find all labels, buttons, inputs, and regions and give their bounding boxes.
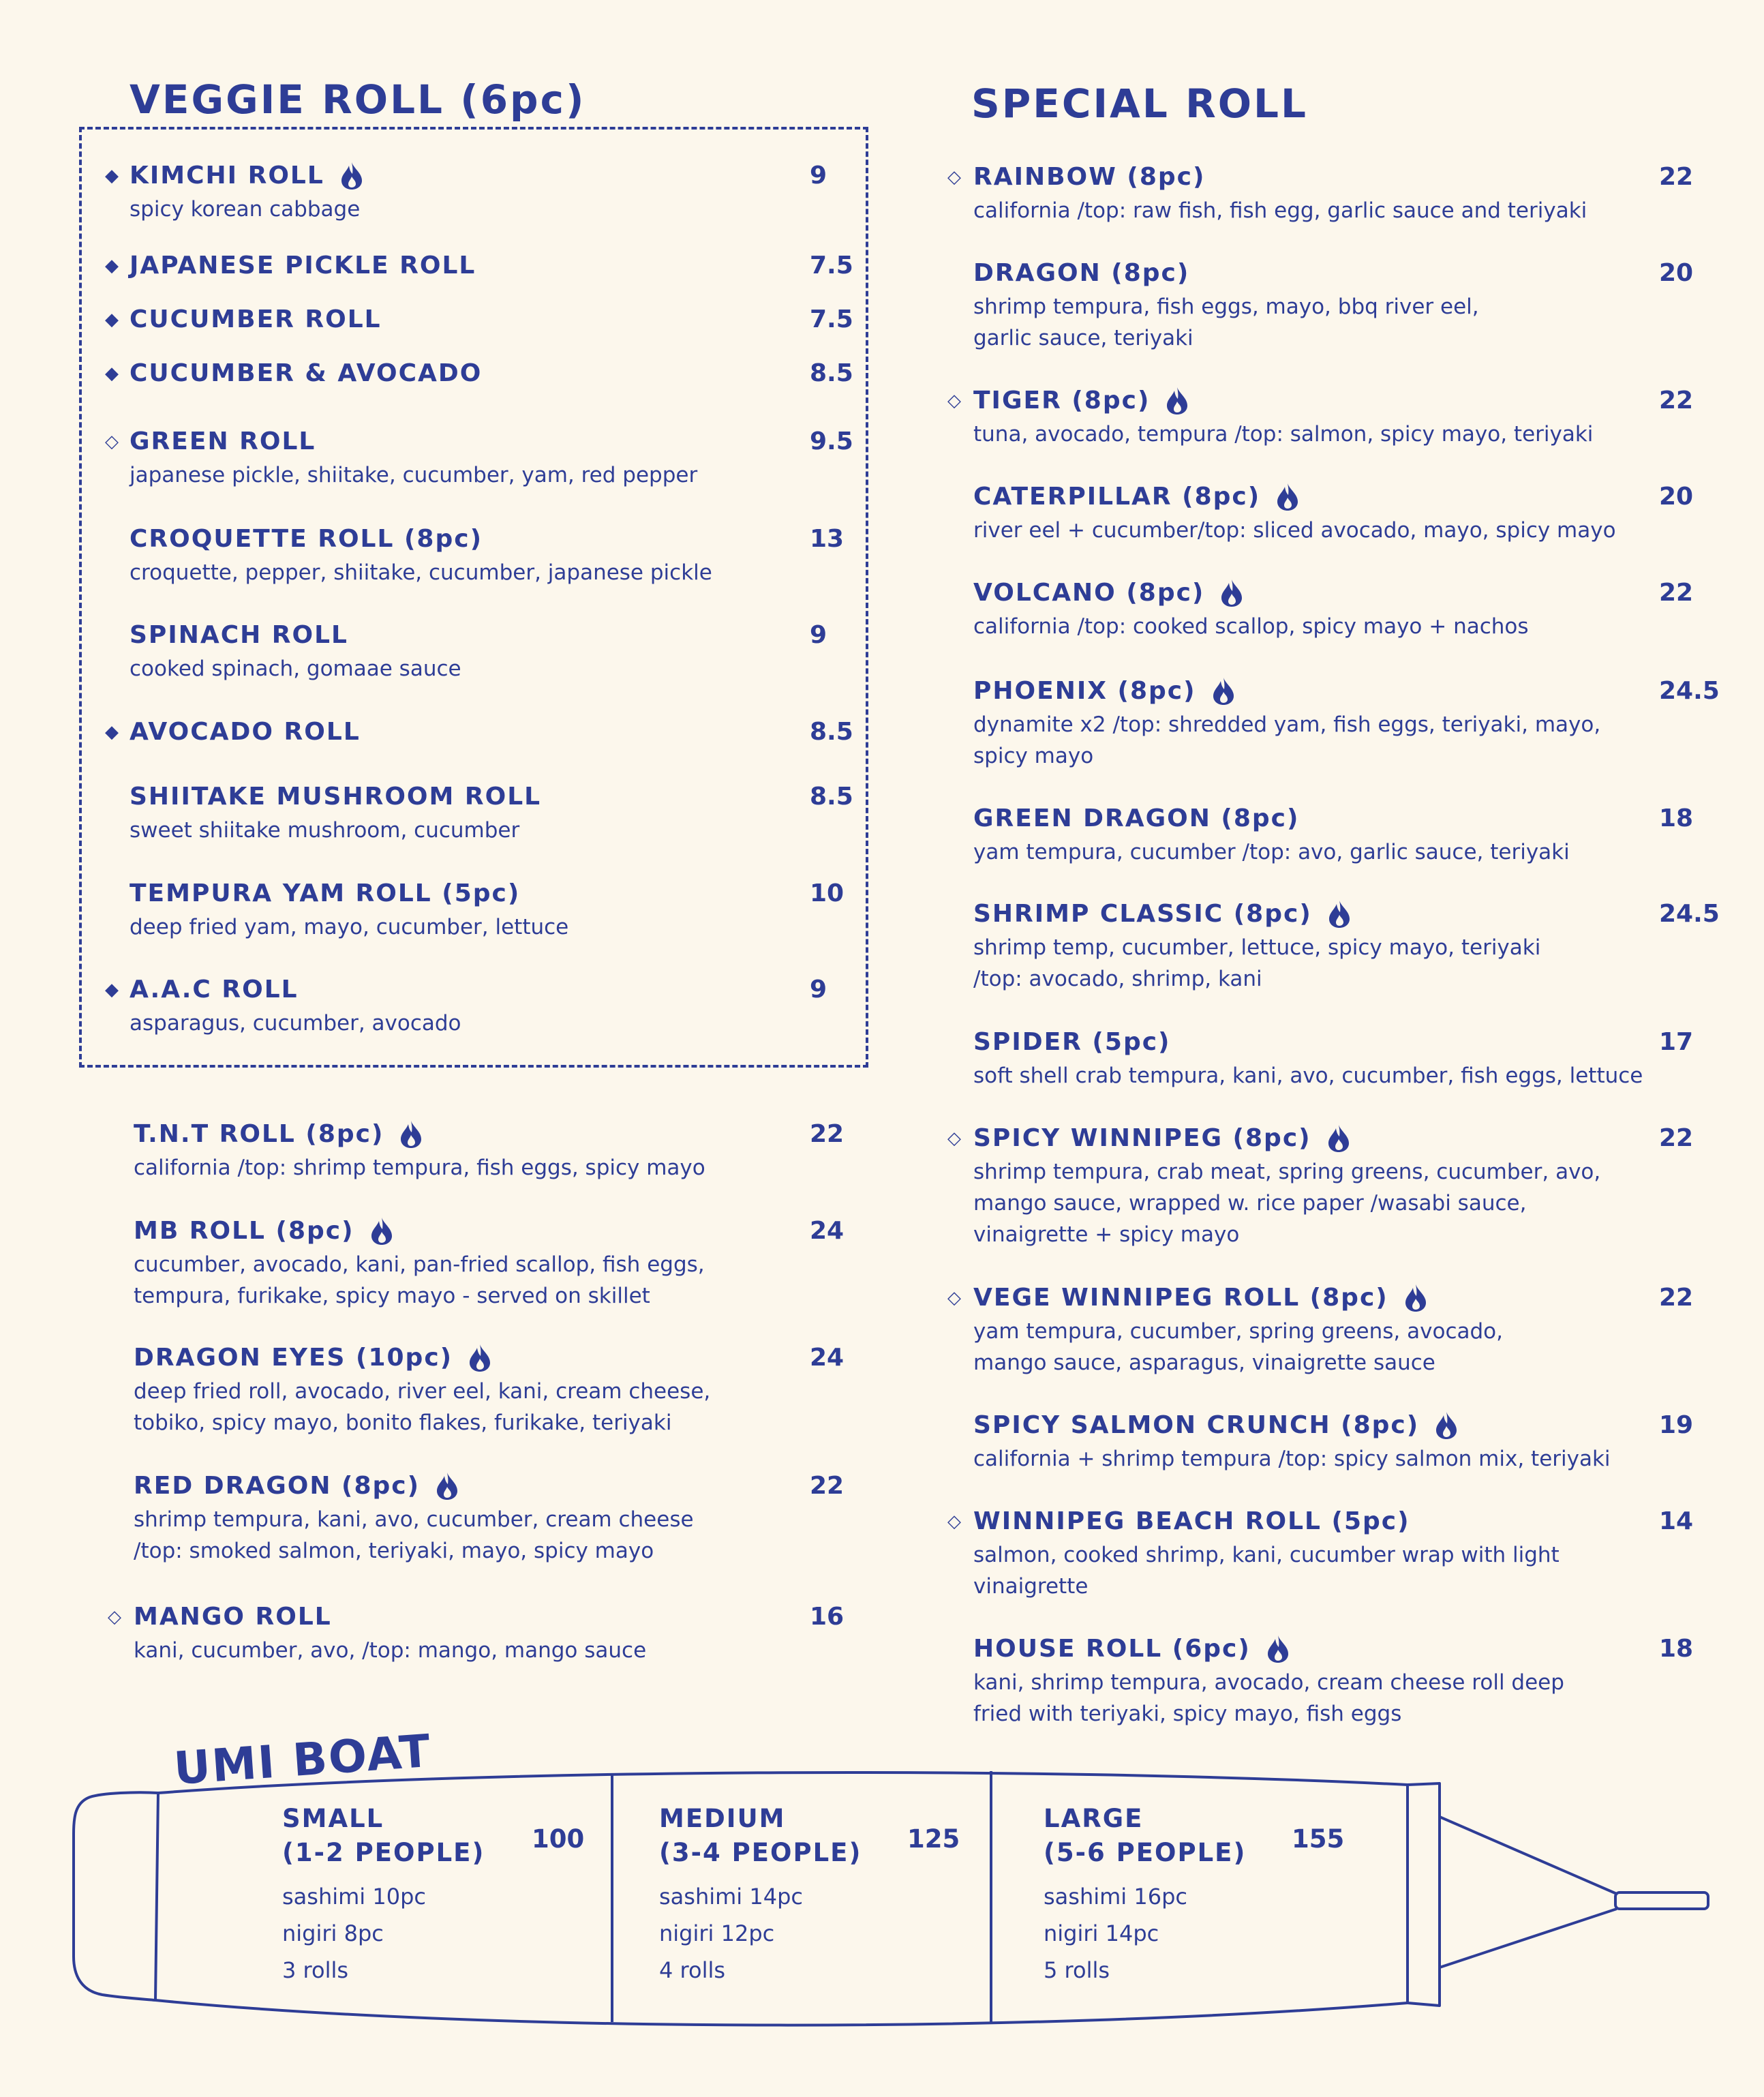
menu-item-name: SPINACH ROLL: [130, 621, 348, 649]
menu-item-description: sweet shiitake mushroom, cucumber: [130, 818, 520, 843]
menu-item-description: california /top: cooked scallop, spicy mayo + nachos: [973, 614, 1529, 639]
menu-item-name-row: [134, 1215, 705, 1248]
flame-icon: [1166, 387, 1188, 415]
menu-item-name: SHIITAKE MUSHROOM ROLL: [130, 783, 542, 811]
menu-item: [973, 1409, 1694, 1475]
menu-item-price: 7.5: [810, 305, 853, 333]
menu-item: [947, 161, 1694, 226]
menu-item-name-row: [130, 619, 461, 652]
menu-item-price: 16: [810, 1603, 845, 1631]
menu-item-name-row: [973, 384, 1593, 417]
menu-item-name-row: [134, 1118, 705, 1151]
menu-item-price: 18: [1659, 804, 1694, 832]
menu-item-price: 7.5: [810, 252, 853, 280]
menu-item-price: 8.5: [810, 783, 853, 811]
menu-item-description: soft shell crab tempura, kani, avo, cucumber, fish eggs, lettuce: [973, 1063, 1643, 1088]
menu-item-name-row: [130, 303, 382, 336]
menu-item-description: dynamite x2 /top: shredded yam, fish eggs, teriyaki, mayo, spicy mayo: [973, 712, 1601, 768]
diamond-outline-icon: ◇: [947, 1288, 961, 1308]
menu-item-description: shrimp tempura, fish eggs, mayo, bbq river eel, garlic sauce, teriyaki: [973, 295, 1479, 350]
menu-item-description: yam tempura, cucumber /top: avo, garlic sauce, teriyaki: [973, 840, 1570, 864]
diamond-icon: ◆: [105, 363, 119, 384]
menu-item-price: 22: [1659, 163, 1694, 191]
flame-icon: [1328, 900, 1350, 929]
diamond-icon: ◆: [105, 166, 119, 186]
menu-item-name: WINNIPEG BEACH ROLL (5pc): [973, 1507, 1410, 1535]
menu-item-price: 9: [810, 162, 827, 190]
menu-item-price: 24.5: [1659, 677, 1720, 705]
menu-item: [973, 481, 1694, 546]
boat-stern: [1408, 1783, 1440, 2006]
boat-hull-bottom: [155, 2000, 1408, 2025]
menu-item: [973, 802, 1694, 868]
diamond-outline-icon: ◇: [947, 167, 961, 187]
boat-size-rolls: 3 rolls: [282, 1957, 349, 1983]
menu-item: [130, 877, 845, 943]
menu-item-price: 14: [1659, 1507, 1694, 1535]
boat-size-sashimi: sashimi 10pc: [282, 1884, 426, 1910]
menu-item: [105, 250, 853, 282]
menu-item-price: 22: [810, 1472, 845, 1500]
flame-icon: [1328, 1124, 1350, 1153]
boat-size-rolls: 4 rolls: [659, 1957, 726, 1983]
menu-item-description: kani, shrimp tempura, avocado, cream cheese roll deep fried with teriyaki, spicy mayo, fish eggs: [973, 1670, 1564, 1726]
menu-item-name: VEGE WINNIPEG ROLL (8pc): [973, 1284, 1388, 1312]
flame-icon: [436, 1472, 458, 1500]
menu-item-name: VOLCANO (8pc): [973, 579, 1205, 607]
menu-item-price: 20: [1659, 259, 1694, 287]
menu-item-name-row: [130, 716, 361, 749]
menu-item-name: CUCUMBER ROLL: [130, 305, 382, 333]
menu-item: [134, 1342, 845, 1438]
menu-item: [973, 898, 1720, 995]
menu-item-description: cooked spinach, gomaae sauce: [130, 657, 461, 681]
menu-item-price: 22: [1659, 1284, 1694, 1312]
menu-item-name: GREEN DRAGON (8pc): [973, 804, 1300, 832]
boat-size-people: (1-2 PEOPLE): [282, 1838, 485, 1867]
menu-item-name-row: [973, 1282, 1503, 1314]
menu-item-name-row: [130, 974, 461, 1006]
menu-item-price: 8.5: [810, 359, 853, 387]
menu-item-price: 20: [1659, 483, 1694, 511]
menu-item-name-row: [973, 898, 1540, 931]
menu-item: [947, 1122, 1694, 1250]
boat-size-nigiri: nigiri 8pc: [282, 1920, 384, 1946]
menu-item-description: tuna, avocado, tempura /top: salmon, spicy mayo, teriyaki: [973, 422, 1594, 447]
flame-icon: [1277, 483, 1298, 511]
menu-item-name: CUCUMBER & AVOCADO: [130, 359, 483, 387]
menu-item-description: yam tempura, cucumber, spring greens, avocado, mango sauce, asparagus, vinaigrette sauce: [973, 1319, 1503, 1375]
menu-item: [973, 675, 1720, 772]
menu-item-price: 9: [810, 976, 827, 1004]
boat-size-small: [282, 1802, 585, 1989]
menu-item: [973, 1026, 1694, 1091]
menu-item: [130, 523, 845, 588]
boat-size-nigiri: nigiri 12pc: [659, 1920, 775, 1946]
diamond-outline-icon: ◇: [947, 1128, 961, 1149]
menu-item-name: MB ROLL (8pc): [134, 1217, 354, 1245]
menu-item-name-row: [134, 1470, 694, 1503]
menu-item-description: salmon, cooked shrimp, kani, cucumber wrap with light vinaigrette: [973, 1543, 1560, 1599]
menu-item: [130, 781, 853, 846]
boat-size-people: (5-6 PEOPLE): [1044, 1838, 1247, 1867]
menu-item: [105, 303, 853, 336]
menu-item-price: 19: [1659, 1411, 1694, 1439]
menu-item-name: T.N.T ROLL (8pc): [134, 1120, 384, 1148]
flame-icon: [371, 1217, 393, 1246]
menu-item-description: shrimp tempura, kani, avo, cucumber, cream cheese /top: smoked salmon, teriyaki, mayo, spicy mayo: [134, 1507, 694, 1563]
menu-item: [134, 1215, 845, 1312]
menu-item-description: deep fried yam, mayo, cucumber, lettuce: [130, 915, 569, 939]
boat-size-rolls: 5 rolls: [1044, 1957, 1110, 1983]
boat-rudder: [1615, 1892, 1708, 1909]
menu-item-price: 24: [810, 1344, 845, 1372]
menu-item-name: TEMPURA YAM ROLL (5pc): [130, 879, 521, 907]
menu-item-description: shrimp temp, cucumber, lettuce, spicy mayo, teriyaki /top: avocado, shrimp, kani: [973, 935, 1541, 991]
menu-item-description: asparagus, cucumber, avocado: [130, 1011, 461, 1036]
menu-item-price: 17: [1659, 1028, 1694, 1056]
menu-item-name-row: [130, 425, 697, 458]
menu-item-price: 22: [810, 1120, 845, 1148]
menu-item-name: RED DRAGON (8pc): [134, 1472, 421, 1500]
menu-item-price: 18: [1659, 1635, 1694, 1663]
veggie-roll-title: VEGGIE ROLL (6pc): [130, 76, 586, 123]
flame-icon: [1435, 1411, 1457, 1440]
boat-size-large: [1044, 1802, 1345, 1989]
diamond-outline-icon: ◇: [947, 1511, 961, 1532]
menu-item-name-row: [973, 1026, 1643, 1059]
menu-item-name: CATERPILLAR (8pc): [973, 483, 1261, 511]
menu-item-name: CROQUETTE ROLL (8pc): [130, 525, 483, 553]
menu-item-name-row: [973, 257, 1479, 290]
menu-item-name-row: [973, 1409, 1611, 1442]
flame-icon: [400, 1120, 422, 1149]
menu-item-name: JAPANESE PICKLE ROLL: [130, 252, 476, 280]
menu-item-name-row: [973, 675, 1600, 708]
menu-item-description: cucumber, avocado, kani, pan-fried scallop, fish eggs, tempura, furikake, spicy mayo - served on skillet: [134, 1252, 705, 1308]
diamond-icon: ◆: [105, 310, 119, 330]
boat-size-nigiri: nigiri 14pc: [1044, 1920, 1159, 1946]
menu-item-name-row: [130, 250, 476, 282]
menu-item-description: kani, cucumber, avo, /top: mango, mango sauce: [134, 1638, 647, 1663]
menu-item-price: 22: [1659, 387, 1694, 414]
menu-item-name-row: [130, 523, 712, 556]
boat-size-name: SMALL: [282, 1804, 384, 1833]
menu-item-name-row: [973, 481, 1616, 513]
menu-item-name-row: [973, 161, 1587, 194]
menu-item-name: PHOENIX (8pc): [973, 677, 1196, 705]
menu-item-price: 9.5: [810, 427, 853, 455]
boat-size-price: 155: [1292, 1824, 1345, 1854]
boat-size-name: MEDIUM: [659, 1804, 786, 1833]
menu-item-price: 24: [810, 1217, 845, 1245]
menu-item-name: RAINBOW (8pc): [973, 163, 1206, 191]
boat-bow: [74, 1792, 158, 2000]
menu-item-price: 13: [810, 525, 845, 553]
flame-icon: [341, 162, 363, 190]
flame-icon: [1405, 1284, 1427, 1312]
boat-size-sashimi: sashimi 14pc: [659, 1884, 803, 1910]
umi-boat-title: UMI BOAT: [172, 1724, 434, 1795]
menu-item-name: SPIDER (5pc): [973, 1028, 1171, 1056]
menu-item: [947, 384, 1694, 450]
menu-item-name: DRAGON (8pc): [973, 259, 1190, 287]
menu-item-price: 9: [810, 621, 827, 649]
menu-item-description: deep fried roll, avocado, river eel, kani, cream cheese, tobiko, spicy mayo, bonito flakes, furikake, teriyaki: [134, 1379, 711, 1435]
menu-item: [105, 357, 853, 390]
boat-size-sashimi: sashimi 16pc: [1044, 1884, 1187, 1910]
flame-icon: [1221, 579, 1243, 607]
menu-item-name-row: [973, 1122, 1600, 1155]
menu-item-name-row: [130, 781, 541, 813]
diamond-icon: ◆: [105, 722, 119, 742]
boat-size-name: LARGE: [1044, 1804, 1144, 1833]
menu-item-name-row: [973, 802, 1570, 835]
menu-item-description: shrimp tempura, crab meat, spring greens, cucumber, avo, mango sauce, wrapped w. rice paper /wasabi sauce, vinaigrette + spicy mayo: [973, 1160, 1601, 1247]
menu-item-description: california /top: raw fish, fish egg, garlic sauce and teriyaki: [973, 198, 1587, 223]
diamond-outline-icon: ◇: [105, 432, 119, 452]
flame-icon: [1213, 677, 1234, 706]
menu-item: [105, 716, 853, 749]
menu-item: [134, 1470, 845, 1567]
menu-item: [947, 1282, 1694, 1378]
menu-item-name-row: [130, 357, 482, 390]
menu-item-price: 22: [1659, 1124, 1694, 1152]
menu-item-name-row: [134, 1601, 646, 1633]
menu-item-name-row: [130, 160, 363, 192]
diamond-outline-icon: ◇: [947, 391, 961, 411]
menu-item: [105, 425, 853, 491]
menu-item-name-row: [973, 577, 1529, 609]
boat-size-medium: [659, 1802, 960, 1989]
menu-item: [973, 577, 1694, 642]
boat-size-people: (3-4 PEOPLE): [659, 1838, 862, 1867]
menu-item: [973, 257, 1694, 354]
menu-item: [130, 619, 827, 684]
menu-item-name: TIGER (8pc): [973, 387, 1151, 414]
menu-item-price: 24.5: [1659, 900, 1720, 928]
menu-item-name: MANGO ROLL: [134, 1603, 332, 1631]
boat-size-price: 125: [907, 1824, 960, 1854]
flame-icon: [1267, 1635, 1289, 1663]
menu-item-name: AVOCADO ROLL: [130, 718, 361, 746]
menu-item: [947, 1505, 1694, 1602]
menu-item-description: california /top: shrimp tempura, fish eggs, spicy mayo: [134, 1156, 705, 1180]
menu-item-price: 8.5: [810, 718, 853, 746]
menu-item-price: 22: [1659, 579, 1694, 607]
menu-item-name-row: [973, 1633, 1564, 1665]
menu-item-name: GREEN ROLL: [130, 427, 316, 455]
menu-item-name: SPICY SALMON CRUNCH (8pc): [973, 1411, 1420, 1439]
menu-item-name: KIMCHI ROLL: [130, 162, 324, 190]
boat-tail: [1440, 1817, 1617, 1967]
diamond-icon: ◆: [105, 980, 119, 1000]
menu-item: [108, 1601, 845, 1666]
menu-item-name-row: [973, 1505, 1560, 1538]
special-roll-title: SPECIAL ROLL: [971, 80, 1308, 127]
menu-item-description: japanese pickle, shiitake, cucumber, yam, red pepper: [130, 463, 698, 487]
menu-item: [134, 1118, 845, 1183]
menu-item-name: DRAGON EYES (10pc): [134, 1344, 453, 1372]
diamond-outline-icon: ◇: [108, 1607, 121, 1627]
menu-item: [973, 1633, 1694, 1730]
menu-item-description: river eel + cucumber/top: sliced avocado, mayo, spicy mayo: [973, 518, 1616, 543]
menu-item-name-row: [134, 1342, 710, 1374]
menu-item-name: SPICY WINNIPEG (8pc): [973, 1124, 1311, 1152]
menu-item: [105, 160, 827, 225]
menu-item-description: croquette, pepper, shiitake, cucumber, japanese pickle: [130, 560, 712, 585]
menu-item-description: california + shrimp tempura /top: spicy salmon mix, teriyaki: [973, 1447, 1611, 1471]
menu-item: [105, 974, 827, 1039]
boat-size-price: 100: [532, 1824, 585, 1854]
menu-item-name: SHRIMP CLASSIC (8pc): [973, 900, 1312, 928]
menu-item-name: A.A.C ROLL: [130, 976, 299, 1004]
flame-icon: [469, 1344, 491, 1372]
menu-item-name-row: [130, 877, 568, 910]
diamond-icon: ◆: [105, 256, 119, 276]
menu-item-description: spicy korean cabbage: [130, 197, 361, 222]
menu-item-price: 10: [810, 879, 845, 907]
menu-item-name: HOUSE ROLL (6pc): [973, 1635, 1251, 1663]
